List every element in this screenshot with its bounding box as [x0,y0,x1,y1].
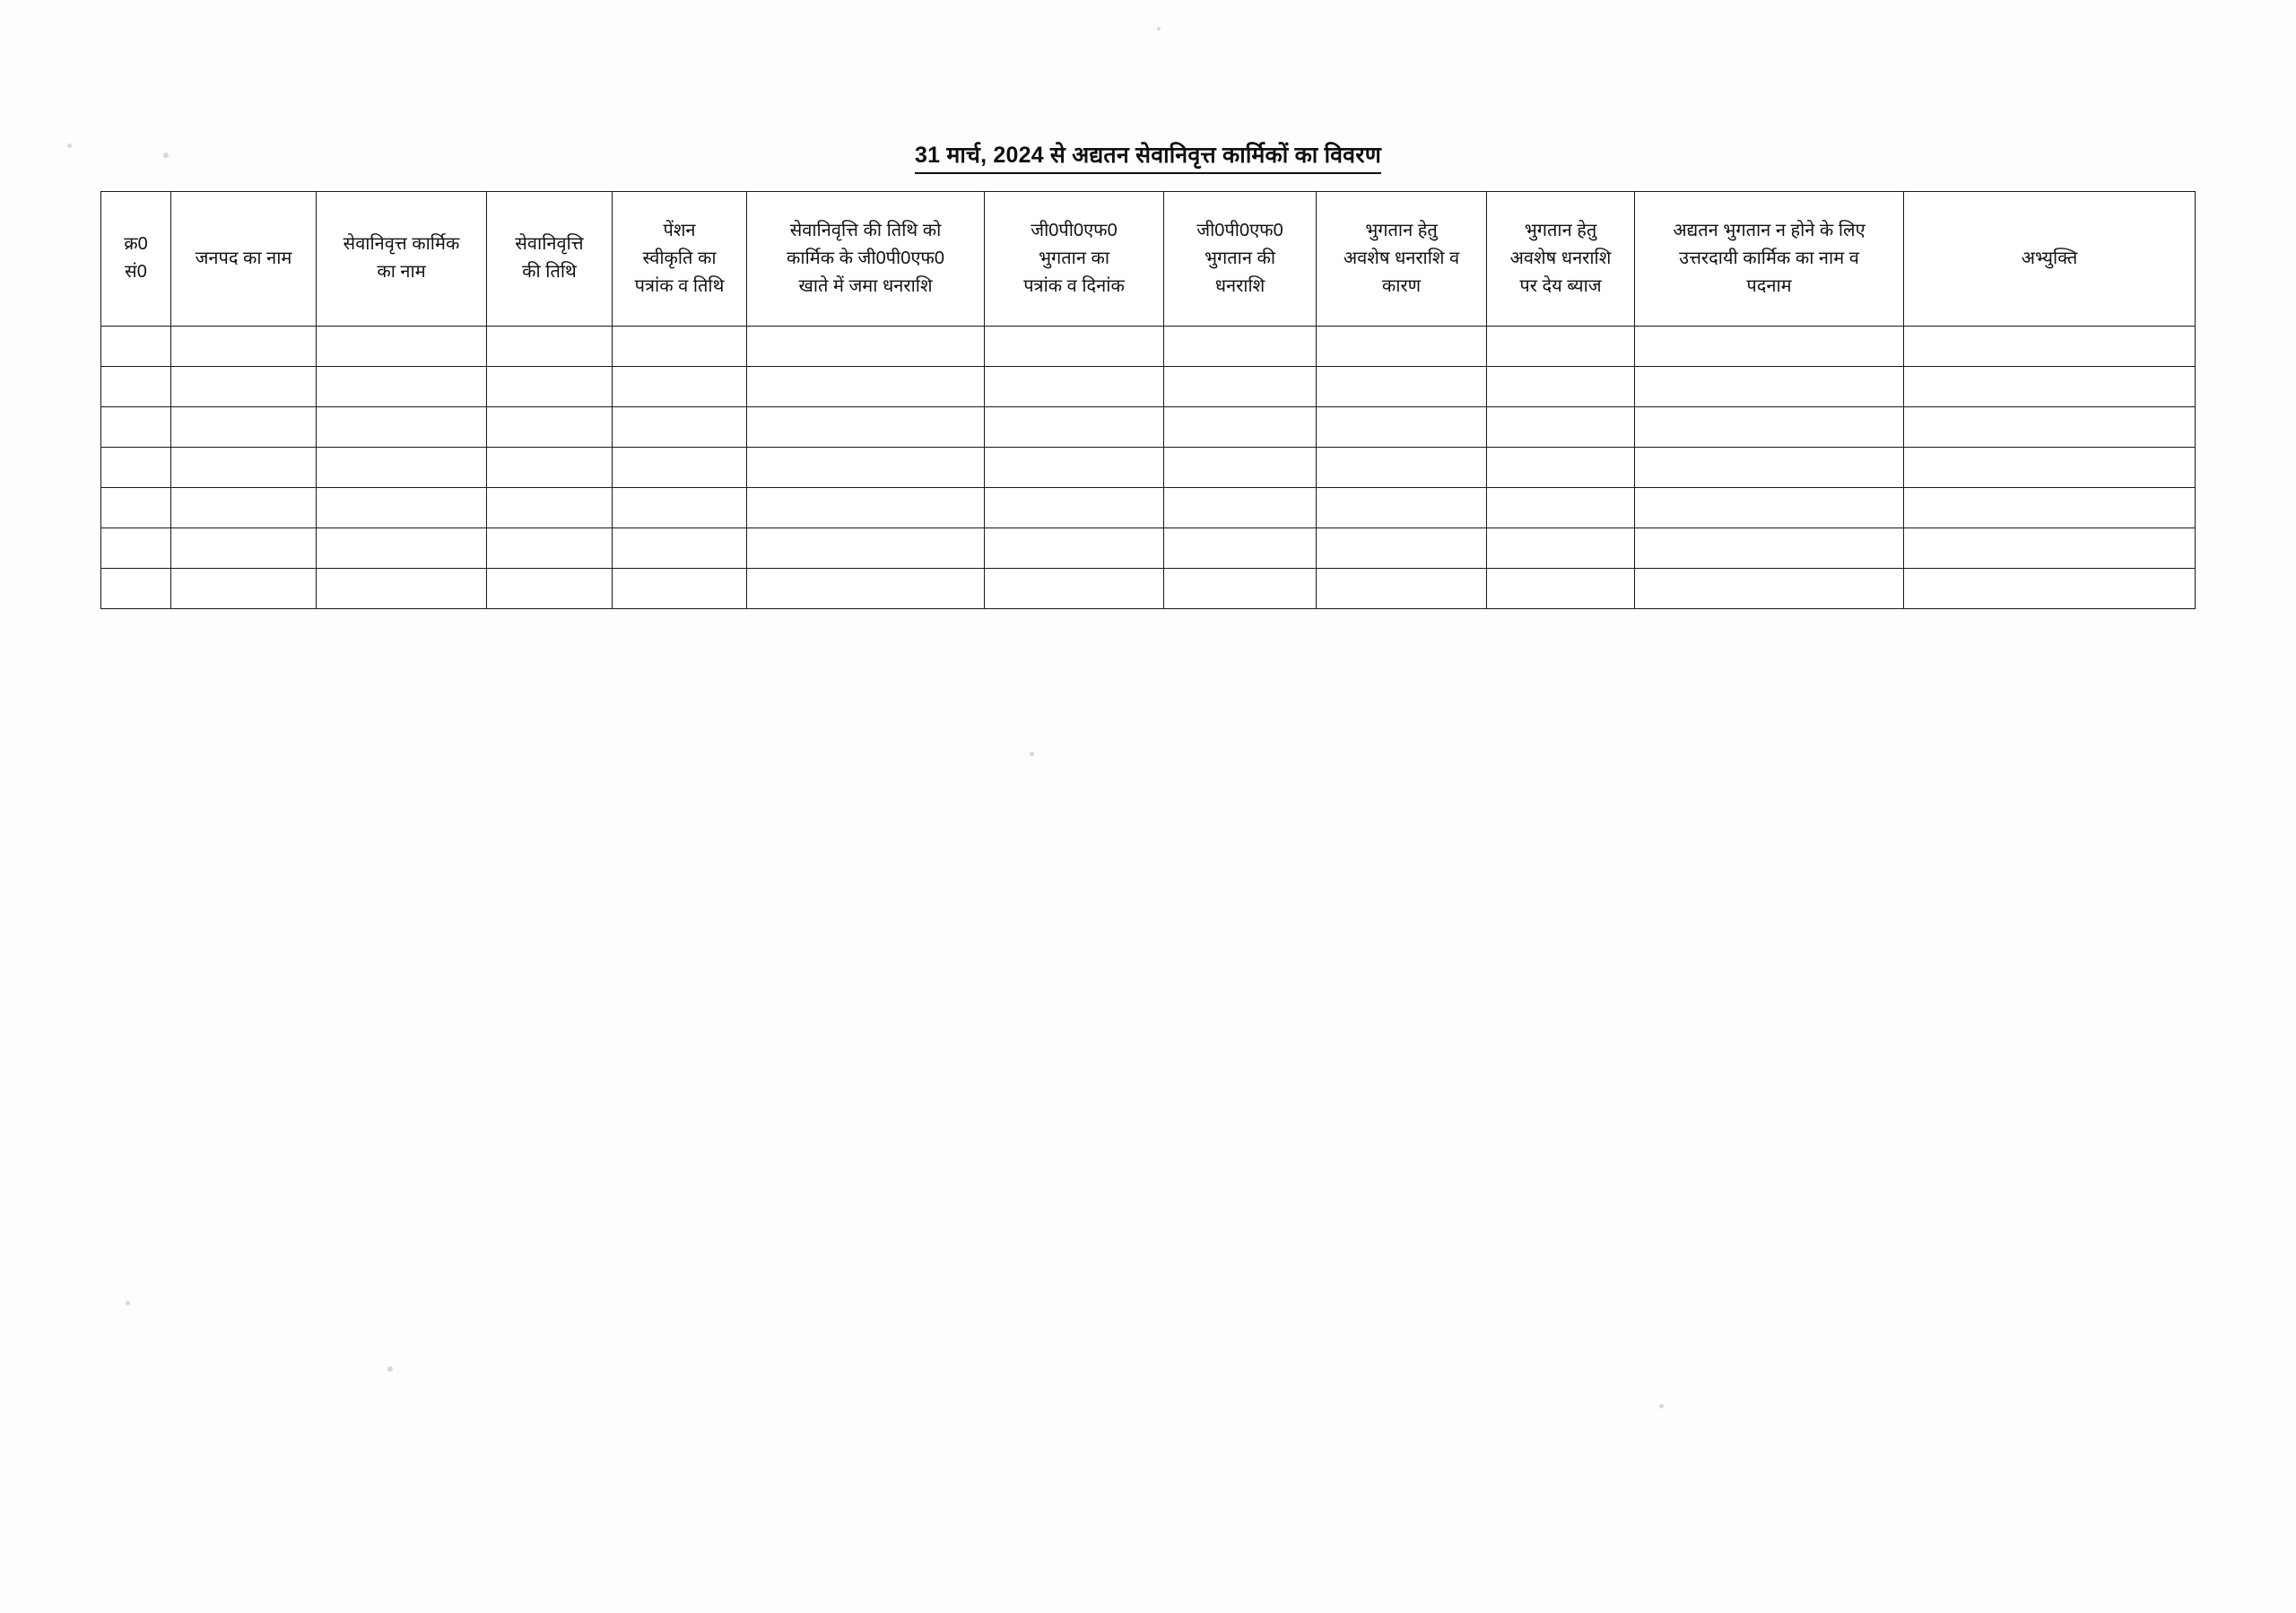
scan-speck [387,1366,393,1372]
column-header-interest-on-balance [1487,192,1635,327]
table-cell-district-name[interactable] [171,448,317,488]
header-line: कारण [1381,275,1422,296]
table-cell-remarks[interactable] [1904,569,2196,609]
header-line: की तिथि [522,262,577,282]
table-cell-retired-employee-name[interactable] [317,528,487,569]
table-cell-balance-amount-and-reason[interactable] [1317,448,1487,488]
column-header-retirement-date [487,192,613,327]
table-cell-gpf-payment-amount[interactable] [1164,569,1317,609]
header-line: जी0पी0एफ0 [1196,220,1283,240]
table-cell-gpf-deposit-on-retirement[interactable] [747,528,985,569]
column-header-remarks [1904,192,2196,327]
column-header-gpf-payment-letter [985,192,1164,327]
table-cell-interest-on-balance[interactable] [1487,327,1635,367]
column-header-gpf-deposit-on-retirement [747,192,985,327]
table-cell-interest-on-balance[interactable] [1487,448,1635,488]
header-line: जनपद का नाम [195,248,292,268]
table-cell-serial[interactable] [101,327,171,367]
table-cell-interest-on-balance[interactable] [1487,407,1635,448]
table-cell-gpf-payment-letter[interactable] [985,569,1164,609]
header-line: उत्तरदायी कार्मिक का नाम व [1679,248,1859,268]
header-line: धनराशि [1214,275,1265,296]
column-header-gpf-payment-amount [1164,192,1317,327]
table-row [101,448,2196,488]
table-cell-gpf-payment-amount[interactable] [1164,327,1317,367]
table-cell-retirement-date[interactable] [487,488,613,528]
header-line: का नाम [377,262,426,282]
header-line: अवशेष धनराशि [1509,248,1612,268]
header-line: जी0पी0एफ0 [1031,220,1118,240]
table-row [101,327,2196,367]
table-cell-pension-sanction-letter[interactable] [613,528,747,569]
table-cell-gpf-payment-letter[interactable] [985,367,1164,407]
table-cell-responsible-officer-name-designation[interactable] [1635,488,1904,528]
header-line: अवशेष धनराशि व [1343,248,1460,268]
table-cell-pension-sanction-letter[interactable] [613,407,747,448]
table-cell-retirement-date[interactable] [487,327,613,367]
table-cell-balance-amount-and-reason[interactable] [1317,327,1487,367]
table-cell-gpf-deposit-on-retirement[interactable] [747,407,985,448]
table-cell-balance-amount-and-reason[interactable] [1317,528,1487,569]
table-cell-balance-amount-and-reason[interactable] [1317,569,1487,609]
table-cell-gpf-payment-amount[interactable] [1164,407,1317,448]
header-line: पत्रांक व तिथि [634,275,725,296]
table-cell-remarks[interactable] [1904,327,2196,367]
table-cell-district-name[interactable] [171,488,317,528]
table-cell-balance-amount-and-reason[interactable] [1317,488,1487,528]
table-row [101,488,2196,528]
page-title-text: 31 मार्च, 2024 से अद्यतन सेवानिवृत्त कार्मिकों का विवरण [915,139,1381,174]
table-cell-gpf-payment-letter[interactable] [985,528,1164,569]
table-cell-pension-sanction-letter[interactable] [613,488,747,528]
header-line: भुगतान का [1038,248,1110,268]
table-row [101,528,2196,569]
column-header-serial [101,192,171,327]
table-cell-serial[interactable] [101,448,171,488]
header-line: पत्रांक व दिनांक [1023,275,1125,296]
table-cell-district-name[interactable] [171,528,317,569]
table-row [101,569,2196,609]
table-cell-gpf-payment-letter[interactable] [985,448,1164,488]
table-cell-serial[interactable] [101,569,171,609]
table-cell-gpf-deposit-on-retirement[interactable] [747,367,985,407]
table-cell-responsible-officer-name-designation[interactable] [1635,569,1904,609]
table-cell-gpf-deposit-on-retirement[interactable] [747,327,985,367]
header-line: सं0 [125,262,147,282]
table-cell-retirement-date[interactable] [487,528,613,569]
table-cell-interest-on-balance[interactable] [1487,488,1635,528]
table-row [101,367,2196,407]
scan-speck [126,1301,130,1305]
table-cell-gpf-deposit-on-retirement[interactable] [747,448,985,488]
table-cell-balance-amount-and-reason[interactable] [1317,407,1487,448]
retirement-details-table [100,191,2196,609]
header-line: सेवानिवृत्ति [515,234,584,254]
table-cell-gpf-deposit-on-retirement[interactable] [747,488,985,528]
header-line: स्वीकृति का [642,248,717,268]
header-line: पर देय ब्याज [1519,275,1602,296]
header-line: सेवानिवृत्ति की तिथि को [789,220,942,240]
table-cell-gpf-payment-amount[interactable] [1164,528,1317,569]
scan-speck [1659,1404,1664,1408]
table-cell-responsible-officer-name-designation[interactable] [1635,448,1904,488]
table-cell-gpf-payment-amount[interactable] [1164,448,1317,488]
table-cell-retirement-date[interactable] [487,367,613,407]
table-cell-remarks[interactable] [1904,488,2196,528]
table-cell-pension-sanction-letter[interactable] [613,327,747,367]
table-cell-gpf-payment-letter[interactable] [985,488,1164,528]
table-cell-remarks[interactable] [1904,407,2196,448]
header-line: अद्यतन भुगतान न होने के लिए [1673,220,1866,240]
header-line: सेवानिवृत्त कार्मिक [343,234,460,254]
header-line: खाते में जमा धनराशि [798,275,933,296]
table-cell-retired-employee-name[interactable] [317,448,487,488]
table-cell-district-name[interactable] [171,407,317,448]
column-header-retired-employee-name [317,192,487,327]
table-cell-responsible-officer-name-designation[interactable] [1635,327,1904,367]
table-cell-interest-on-balance[interactable] [1487,528,1635,569]
table-cell-retired-employee-name[interactable] [317,367,487,407]
header-line: भुगतान की [1204,248,1276,268]
table-cell-serial[interactable] [101,528,171,569]
column-header-pension-sanction-letter [613,192,747,327]
header-line: भुगतान हेतु [1524,220,1597,240]
table-cell-retired-employee-name[interactable] [317,569,487,609]
retirement-details-table-wrapper [100,191,2195,609]
header-line: क्र0 [124,234,148,254]
header-line: अभ्युक्ति [2021,248,2078,268]
scan-speck [1157,27,1161,31]
table-cell-district-name[interactable] [171,569,317,609]
table-cell-retired-employee-name[interactable] [317,407,487,448]
table-cell-serial[interactable] [101,488,171,528]
table-cell-remarks[interactable] [1904,528,2196,569]
table-cell-retired-employee-name[interactable] [317,327,487,367]
table-cell-interest-on-balance[interactable] [1487,367,1635,407]
table-cell-gpf-payment-amount[interactable] [1164,367,1317,407]
table-cell-serial[interactable] [101,407,171,448]
table-cell-remarks[interactable] [1904,448,2196,488]
table-header-row [101,192,2196,327]
table-cell-retirement-date[interactable] [487,448,613,488]
table-row [101,407,2196,448]
table-cell-gpf-payment-amount[interactable] [1164,488,1317,528]
table-body [101,327,2196,609]
scan-speck [1030,752,1034,756]
column-header-balance-amount-and-reason [1317,192,1487,327]
table-cell-gpf-deposit-on-retirement[interactable] [747,569,985,609]
header-line: कार्मिक के जी0पी0एफ0 [787,248,944,268]
table-cell-balance-amount-and-reason[interactable] [1317,367,1487,407]
table-cell-pension-sanction-letter[interactable] [613,448,747,488]
table-cell-gpf-payment-letter[interactable] [985,407,1164,448]
table-cell-district-name[interactable] [171,367,317,407]
table-cell-pension-sanction-letter[interactable] [613,367,747,407]
header-line: पदनाम [1746,275,1792,296]
table-cell-retirement-date[interactable] [487,407,613,448]
table-cell-district-name[interactable] [171,327,317,367]
table-cell-responsible-officer-name-designation[interactable] [1635,528,1904,569]
page-title [0,139,2296,174]
table-cell-interest-on-balance[interactable] [1487,569,1635,609]
column-header-district-name [171,192,317,327]
table-cell-pension-sanction-letter[interactable] [613,569,747,609]
table-cell-serial[interactable] [101,367,171,407]
header-line: पेंशन [663,220,696,240]
table-cell-responsible-officer-name-designation[interactable] [1635,367,1904,407]
column-header-responsible-officer [1635,192,1904,327]
table-cell-gpf-payment-letter[interactable] [985,327,1164,367]
header-line: भुगतान हेतु [1365,220,1438,240]
table-cell-remarks[interactable] [1904,367,2196,407]
table-cell-responsible-officer-name-designation[interactable] [1635,407,1904,448]
table-cell-retired-employee-name[interactable] [317,488,487,528]
table-cell-retirement-date[interactable] [487,569,613,609]
